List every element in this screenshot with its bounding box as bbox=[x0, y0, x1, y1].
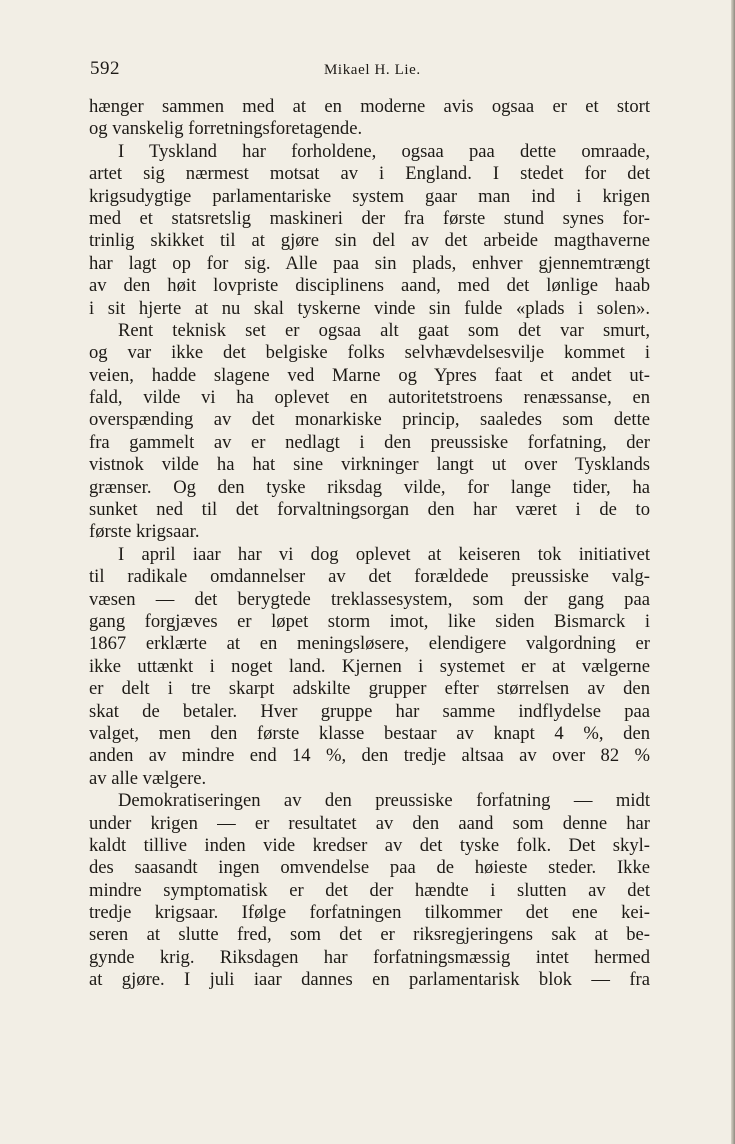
text-line: overspænding av det monarkiske princip, saaledes som dette bbox=[89, 409, 650, 431]
text-line: anden av mindre end 14 %, den tredje altsaa av over 82 % bbox=[89, 745, 650, 767]
page-number: 592 bbox=[90, 58, 120, 79]
text-line: fald, vilde vi ha oplevet en autoritetstroens renæssanse, en bbox=[89, 387, 650, 409]
text-line: og var ikke det belgiske folks selvhævdelsesvilje kommet i bbox=[89, 342, 650, 364]
text-line: grænser. Og den tyske riksdag vilde, for lange tider, ha bbox=[89, 476, 650, 498]
text-line: skat de betaler. Hver gruppe har samme indflydelse paa bbox=[89, 700, 650, 722]
text-line: Demokratiseringen av den preussiske forfatning — midt bbox=[118, 790, 650, 812]
text-line: I april iaar har vi dog oplevet at keiseren tok initiativet bbox=[118, 543, 650, 565]
text-line: tredje krigsaar. Ifølge forfatningen tilkommer det ene kei- bbox=[89, 902, 650, 924]
text-line: kaldt tillive inden vide kredser av det tyske folk. Det skyl- bbox=[89, 834, 650, 856]
text-line: I Tyskland har forholdene, ogsaa paa dette omraade, bbox=[118, 140, 650, 162]
page-header bbox=[90, 58, 650, 82]
text-line: sunket ned til det forvaltningsorgan den har været i de to bbox=[89, 499, 650, 521]
text-line: trinlig skikket til at gjøre sin del av det arbeide magthaverne bbox=[89, 230, 650, 252]
text-line: første krigsaar. bbox=[89, 521, 200, 543]
text-line: fra gammelt av er nedlagt i den preussiske forfatning, der bbox=[89, 431, 650, 453]
text-line: under krigen — er resultatet av den aand som denne har bbox=[89, 812, 650, 834]
text-line: valget, men den første klasse bestaar av knapt 4 %, den bbox=[89, 722, 650, 744]
text-line: 1867 erklærte at en meningsløsere, elendigere valgordning er bbox=[89, 633, 650, 655]
text-line: mindre symptomatisk er det der hændte i slutten av det bbox=[89, 879, 650, 901]
running-head: Mikael H. Lie. bbox=[324, 62, 421, 78]
text-line: av den høit lovpriste disciplinens aand, med det lønlige haab bbox=[89, 275, 650, 297]
text-line: hænger sammen med at en moderne avis ogsaa er et stort bbox=[89, 96, 650, 117]
text-line: vistnok vilde ha hat sine virkninger langt ut over Tysklands bbox=[89, 454, 650, 476]
text-line: seren at slutte fred, som det er riksregjeringens sak at be- bbox=[89, 924, 650, 946]
text-line: des saasandt ingen omvendelse paa de høieste steder. Ikke bbox=[89, 857, 650, 879]
text-line: at gjøre. I juli iaar dannes en parlamentarisk blok — fra bbox=[89, 969, 650, 991]
text-line: i sit hjerte at nu skal tyskerne vinde sin fulde «plads i solen». bbox=[89, 297, 650, 319]
text-line: er delt i tre skarpt adskilte grupper efter størrelsen av den bbox=[89, 678, 650, 700]
text-line: med et statsretslig maskineri der fra første stund synes for- bbox=[89, 207, 650, 229]
text-line: artet sig nærmest motsat av i England. I stedet for det bbox=[89, 163, 650, 185]
text-line: gynde krig. Riksdagen har forfatningsmæssig intet hermed bbox=[89, 946, 650, 968]
text-line: har lagt op for sig. Alle paa sin plads, enhver gjennemtrængt bbox=[89, 252, 650, 274]
body-text bbox=[89, 96, 650, 992]
text-line: til radikale omdannelser av det forældede preussiske valg- bbox=[89, 566, 650, 588]
text-line: Rent teknisk set er ogsaa alt gaat som det var smurt, bbox=[118, 319, 650, 341]
text-line: gang forgjæves er løpet storm imot, like siden Bismarck i bbox=[89, 610, 650, 632]
page-edge bbox=[731, 0, 735, 1144]
text-line: og vanskelig forretningsforetagende. bbox=[89, 118, 363, 140]
text-line: væsen — det berygtede treklassesystem, som der gang paa bbox=[89, 588, 650, 610]
text-line: krigsudygtige parlamentariske system gaar man ind i krigen bbox=[89, 185, 650, 207]
text-line: ikke uttænkt i noget land. Kjernen i systemet er at vælgerne bbox=[89, 655, 650, 677]
text-line: av alle vælgere. bbox=[89, 767, 207, 789]
text-line: veien, hadde slagene ved Marne og Ypres faat et andet ut- bbox=[89, 364, 650, 386]
